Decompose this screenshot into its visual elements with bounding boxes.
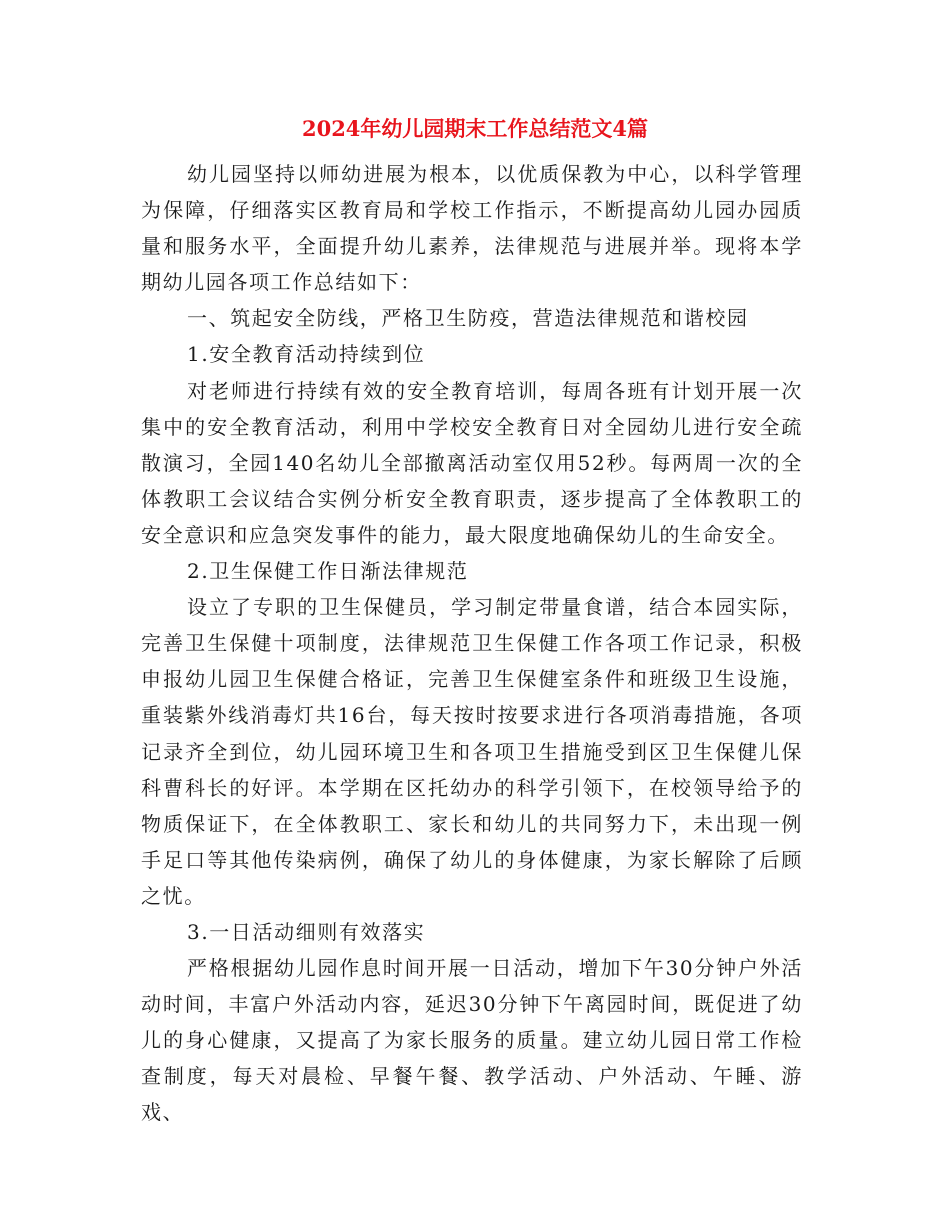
subheading-3: 3.一日活动细则有效落实	[187, 919, 426, 944]
paragraph-safety: 对老师进行持续有效的安全教育培训，每周各班有计划开展一次集中的安全教育活动，利用中学校安全教育日对全园幼儿进行安全疏散演习，全园140名幼儿全部撤离活动室仅用52秒。每两周一次的全体教职工会议结合实例分析安全教育职责，逐步提高了全体教职工的安全意识和应急突发事件的能力，最大限度地确保幼儿的生命安全。	[141, 378, 803, 547]
paragraph-daily-activities: 严格根据幼儿园作息时间开展一日活动，增加下午30分钟户外活动时间，丰富户外活动内容，延迟30分钟下午离园时间，既促进了幼儿的身心健康，又提高了为家长服务的质量。建立幼儿园日常工作检查制度，每天对晨检、早餐午餐、教学活动、户外活动、午睡、游戏、	[141, 956, 803, 1125]
subheading-1: 1.安全教育活动持续到位	[187, 342, 426, 367]
document-body	[141, 156, 803, 1131]
intro-paragraph: 幼儿园坚持以师幼进展为根本，以优质保教为中心，以科学管理为保障，仔细落实区教育局和学校工作指示，不断提高幼儿园办园质量和服务水平，全面提升幼儿素养，法律规范与进展并举。现将本学期幼儿园各项工作总结如下：	[141, 162, 803, 295]
paragraph-health: 设立了专职的卫生保健员，学习制定带量食谱，结合本园实际，完善卫生保健十项制度，法律规范卫生保健工作各项工作记录，积极申报幼儿园卫生保健合格证，完善卫生保健室条件和班级卫生设施，重装紫外线消毒灯共16台，每天按时按要求进行各项消毒措施，各项记录齐全到位，幼儿园环境卫生和各项卫生措施受到区卫生保健儿保科曹科长的好评。本学期在区托幼办的科学引领下，在校领导给予的物质保证下，在全体教职工、家长和幼儿的共同努力下，未出现一例手足口等其他传染病例，确保了幼儿的身体健康，为家长解除了后顾之忧。	[141, 595, 803, 908]
section-heading-1: 一、筑起安全防线，严格卫生防疫，营造法律规范和谐校园	[187, 306, 749, 331]
document-title: 2024年幼儿园期末工作总结范文4篇	[301, 116, 649, 141]
subheading-2: 2.卫生保健工作日渐法律规范	[187, 559, 469, 584]
